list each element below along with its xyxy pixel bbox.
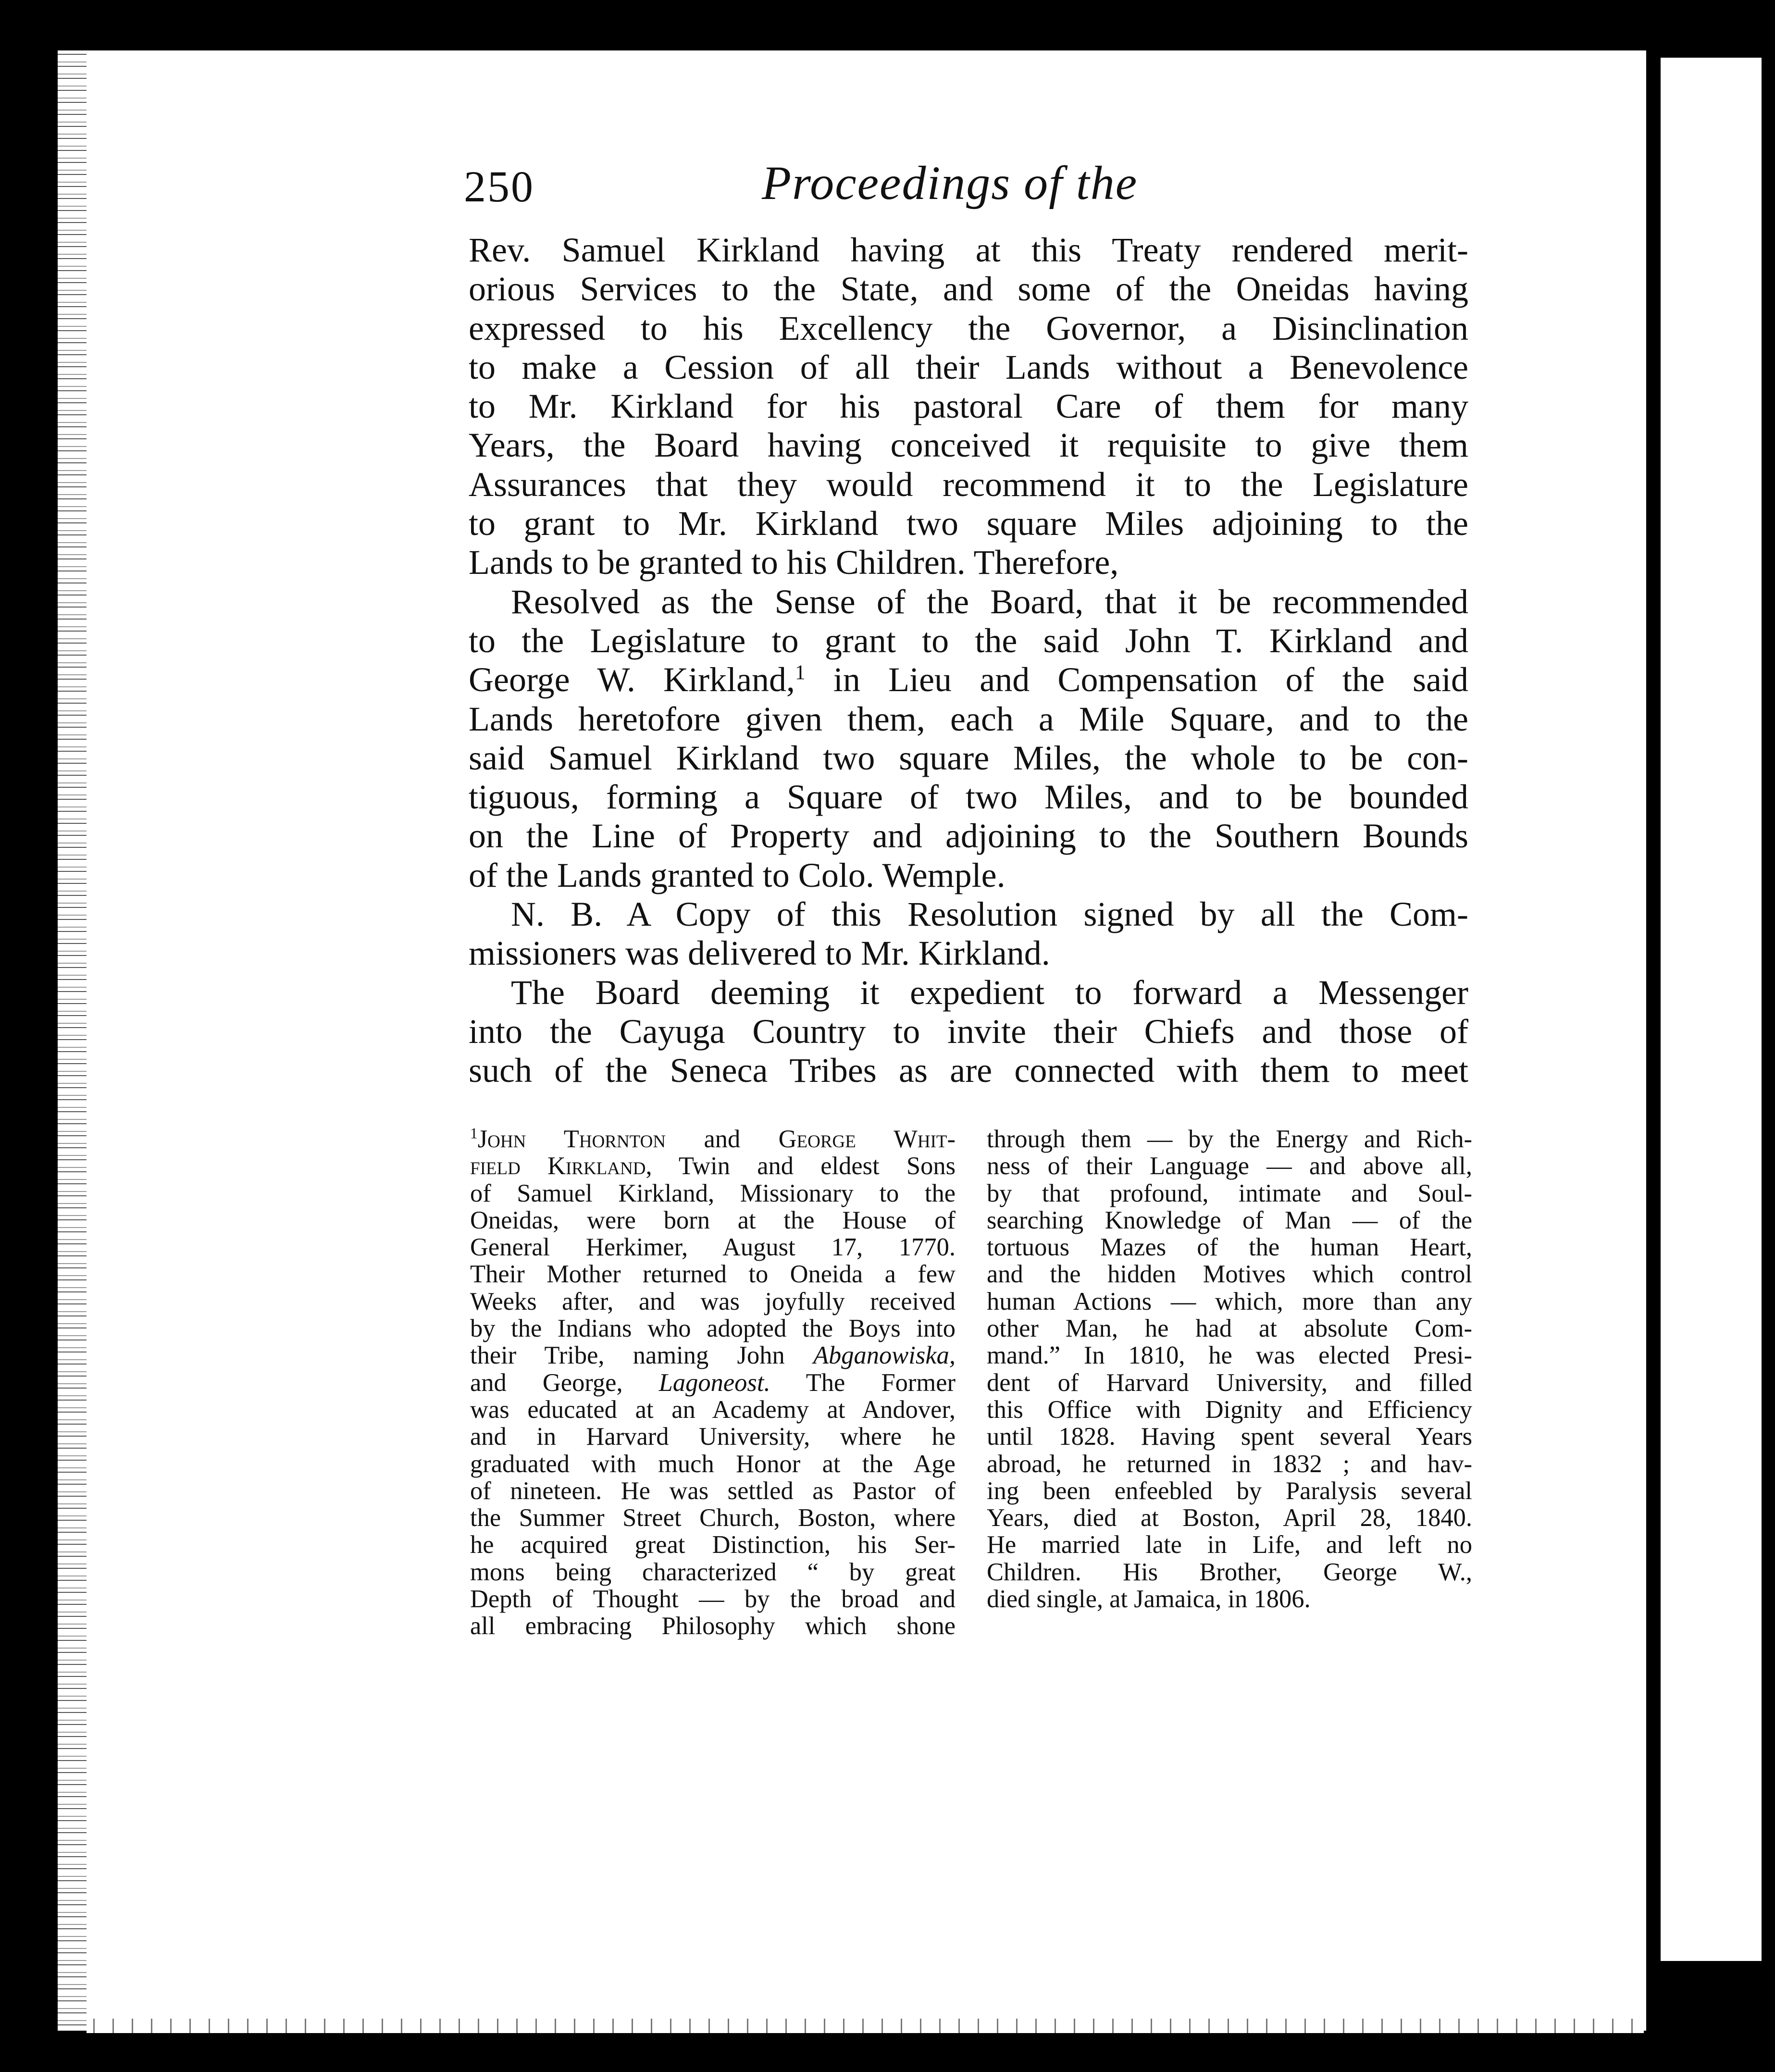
footnote-line: mand.” In 1810, he was elected Presi- [987, 1341, 1472, 1370]
text-line [469, 660, 1468, 699]
text-line: The Board deeming it expedient to forward a Messenger [511, 973, 1468, 1012]
footnote-line: by the Indians who adopted the Boys into [470, 1315, 956, 1343]
footnote-line: other Man, he had at absolute Com- [987, 1315, 1472, 1343]
footnote-line: by that profound, intimate and Soul- [987, 1179, 1472, 1207]
footnote-line: Weeks after, and was joyfully received [470, 1287, 956, 1315]
footnote-line: searching Knowledge of Man — of the [987, 1206, 1472, 1234]
footnote-line: abroad, he returned in 1832 ; and hav- [987, 1450, 1472, 1478]
text-line: Resolved as the Sense of the Board, that it be recommended [511, 582, 1468, 621]
text-line: Assurances that they would recommend it to the Legislature [469, 465, 1468, 504]
person-name: John Thornton [477, 1125, 666, 1153]
text-line: Lands heretofore given them, each a Mile Square, and to the [469, 699, 1468, 738]
footnote-line [470, 1153, 956, 1179]
footnote-line: human Actions — which, more than any [987, 1287, 1472, 1315]
scan-edge-bottom [87, 2019, 1644, 2033]
footnote-line [470, 1342, 956, 1369]
footnote-line: and in Harvard University, where he [470, 1423, 956, 1451]
main-text [469, 231, 1468, 1091]
text-line: to the Legislature to grant to the said John T. Kirkland and [469, 621, 1468, 660]
footnote-line: dent of Harvard University, and filled [987, 1368, 1472, 1397]
footnote-marker: 1 [470, 1125, 478, 1142]
footnote-line: of nineteen. He was settled as Pastor of [470, 1476, 956, 1505]
footnote-reference[interactable]: 1 [795, 661, 806, 684]
text-fragment: and George, [470, 1368, 659, 1397]
footnote-line: this Office with Dignity and Efficiency [987, 1395, 1472, 1424]
text-line: into the Cayuga Country to invite their Chiefs and those of [469, 1012, 1468, 1051]
text-line: orious Services to the State, and some of the Oneidas having [469, 270, 1468, 309]
facing-page-edge [1661, 58, 1762, 1961]
footnote-line [470, 1369, 956, 1396]
footnote-line: and the hidden Motives which control [987, 1260, 1472, 1289]
text-line: to Mr. Kirkland for his pastoral Care of them for many [469, 387, 1468, 426]
footnote-line: graduated with much Honor at the Age [470, 1450, 956, 1478]
footnote-line: until 1828. Having spent several Years [987, 1423, 1472, 1451]
text-line: of the Lands granted to Colo. Wemple. [469, 856, 1005, 894]
footnote-line [470, 1126, 956, 1153]
book-spine [1649, 53, 1661, 1975]
footnote [470, 1126, 1471, 1731]
footnote-line: Their Mother returned to Oneida a few [470, 1260, 956, 1289]
footnote-line: through them — by the Energy and Rich- [987, 1125, 1472, 1153]
text-line: Rev. Samuel Kirkland having at this Treaty rendered merit- [469, 231, 1468, 269]
text-fragment: , Twin and eldest Sons [645, 1152, 956, 1180]
footnote-line: Oneidas, were born at the House of [470, 1206, 956, 1234]
footnote-column-left [470, 1126, 956, 1640]
text-fragment: The Former [770, 1368, 956, 1397]
footnote-line: the Summer Street Church, Boston, where [470, 1504, 956, 1532]
person-name: field Kirkland [470, 1152, 646, 1180]
footnote-line: mons being characterized “ by great [470, 1558, 956, 1586]
person-name: George Whit- [778, 1125, 956, 1153]
footnote-line: was educated at an Academy at Andover, [470, 1395, 956, 1424]
text-line: N. B. A Copy of this Resolution signed by all the Com- [511, 895, 1468, 934]
text-line: expressed to his Excellency the Governor, a Disinclination [469, 309, 1468, 347]
text-line: missioners was delivered to Mr. Kirkland. [469, 934, 1050, 973]
text-fragment: in Lieu and Compensation of the said [805, 660, 1468, 699]
text-fragment: George W. Kirkland, [469, 660, 795, 699]
footnote-column-right [987, 1126, 1472, 1613]
footnote-line: of Samuel Kirkland, Missionary to the [470, 1179, 956, 1207]
text-line: tiguous, forming a Square of two Miles, and to be bounded [469, 778, 1468, 817]
text-line: on the Line of Property and adjoining to the Southern Bounds [469, 817, 1468, 856]
footnote-line: tortuous Mazes of the human Heart, [987, 1233, 1472, 1262]
page-header [464, 156, 1185, 233]
footnote-line: He married late in Life, and left no [987, 1531, 1472, 1559]
page-number: 250 [464, 162, 534, 211]
footnote-line: died single, at Jamaica, in 1806. [987, 1585, 1311, 1613]
scan-edge-left [58, 50, 87, 2031]
footnote-line: General Herkimer, August 17, 1770. [470, 1233, 956, 1262]
text-line: such of the Seneca Tribes as are connected with them to meet [469, 1051, 1468, 1090]
text-line: said Samuel Kirkland two square Miles, the whole to be con- [469, 738, 1468, 777]
footnote-line: ing been enfeebled by Paralysis several [987, 1476, 1472, 1505]
footnote-line: ness of their Language — and above all, [987, 1152, 1472, 1180]
text-fragment: their Tribe, naming John [470, 1341, 813, 1370]
footnote-line: Depth of Thought — by the broad and [470, 1585, 956, 1613]
text-line: to make a Cession of all their Lands without a Benevolence [469, 347, 1468, 386]
text-fragment: and [666, 1125, 779, 1153]
footnote-line: Children. His Brother, George W., [987, 1558, 1472, 1586]
footnote-line: he acquired great Distinction, his Ser- [470, 1531, 956, 1559]
text-line: to grant to Mr. Kirkland two square Miles adjoining to the [469, 504, 1468, 543]
native-name: Lagoneost. [658, 1368, 770, 1397]
footnote-line: all embracing Philosophy which shone [470, 1612, 956, 1640]
text-line: Years, the Board having conceived it requisite to give them [469, 426, 1468, 465]
text-line: Lands to be granted to his Children. Therefore, [469, 543, 1119, 582]
footnote-line: Years, died at Boston, April 28, 1840. [987, 1504, 1472, 1532]
running-head: Proceedings of the [762, 156, 1138, 210]
native-name: Abganowiska, [813, 1341, 956, 1370]
